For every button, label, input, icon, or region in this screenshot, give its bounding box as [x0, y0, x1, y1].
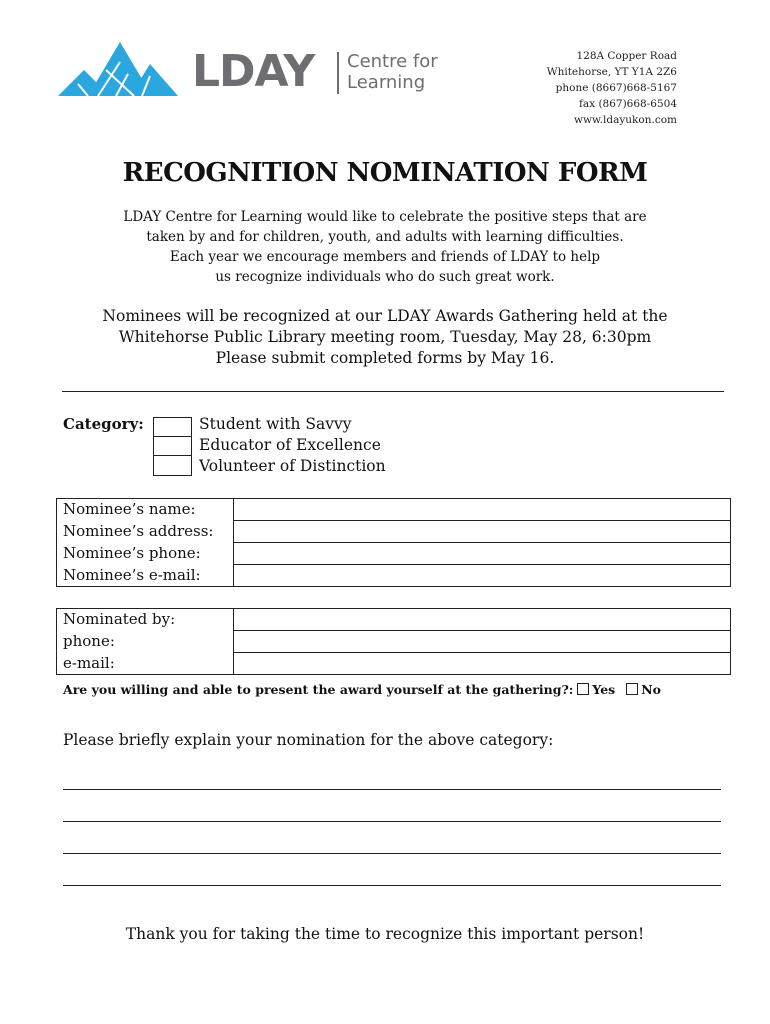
notice-line: Whitehorse Public Library meeting room, Tuesday, May 28, 6:30pm — [118, 328, 652, 346]
logo-divider — [337, 52, 339, 94]
logo-subtitle — [347, 51, 438, 93]
notice-line: Nominees will be recognized at our LDAY Awards Gathering held at the — [102, 307, 668, 325]
nominee-phone-label: Nominee’s phone: — [57, 543, 234, 565]
intro-line: Each year we encourage members and friends of LDAY to help — [169, 249, 601, 265]
present-award-question — [63, 682, 661, 697]
address-city: Whitehorse, YT Y1A 2Z6 — [546, 66, 677, 78]
intro-line: us recognize individuals who do such great work. — [215, 269, 555, 285]
address-website: www.ldayukon.com — [573, 114, 677, 126]
checkbox-educator-of-excellence[interactable] — [153, 436, 192, 457]
nominee-name-label: Nominee’s name: — [57, 499, 234, 521]
nominator-email-field[interactable] — [234, 653, 731, 675]
nominated-by-field[interactable] — [234, 609, 731, 631]
logo-subtitle-line1: Centre for — [347, 51, 438, 72]
explanation-line-3[interactable] — [63, 853, 721, 854]
checkbox-volunteer-of-distinction[interactable] — [153, 455, 192, 476]
nominee-address-field[interactable] — [234, 521, 731, 543]
nominee-email-field[interactable] — [234, 565, 731, 587]
nominated-by-label: Nominated by: — [57, 609, 234, 631]
intro-line: LDAY Centre for Learning would like to celebrate the positive steps that are — [123, 209, 647, 225]
nominator-phone-label: phone: — [57, 631, 234, 653]
nominee-address-label: Nominee’s address: — [57, 521, 234, 543]
nominee-info-table — [56, 498, 731, 587]
explanation-line-4[interactable] — [63, 885, 721, 886]
category-option-student: Student with Savvy — [199, 415, 352, 433]
event-notice — [0, 306, 770, 369]
nominee-phone-field[interactable] — [234, 543, 731, 565]
yes-label: Yes — [592, 682, 616, 697]
no-checkbox[interactable] — [626, 683, 638, 695]
logo-wordmark: LDAY — [192, 46, 315, 97]
nominator-info-table — [56, 608, 731, 675]
explanation-line-1[interactable] — [63, 789, 721, 790]
notice-line: Please submit completed forms by May 16. — [215, 349, 555, 367]
section-divider — [62, 391, 724, 392]
explanation-line-2[interactable] — [63, 821, 721, 822]
category-option-volunteer: Volunteer of Distinction — [199, 457, 386, 475]
category-option-educator: Educator of Excellence — [199, 436, 381, 454]
yes-checkbox[interactable] — [577, 683, 589, 695]
no-label: No — [641, 682, 661, 697]
logo-subtitle-line2: Learning — [347, 72, 426, 93]
lday-logo-mountains — [58, 40, 180, 98]
explanation-prompt: Please briefly explain your nomination for the above category: — [63, 731, 554, 749]
nominator-phone-field[interactable] — [234, 631, 731, 653]
address-street: 128A Copper Road — [576, 50, 677, 62]
intro-paragraph — [0, 207, 770, 287]
address-phone: phone (8667)668-5167 — [555, 82, 677, 94]
address-fax: fax (867)668-6504 — [579, 98, 677, 110]
checkbox-student-with-savvy[interactable] — [153, 417, 192, 438]
nominee-email-label: Nominee’s e-mail: — [57, 565, 234, 587]
category-label: Category: — [63, 415, 144, 433]
form-title: RECOGNITION NOMINATION FORM — [122, 158, 648, 188]
contact-address — [547, 48, 677, 128]
nominator-email-label: e-mail: — [57, 653, 234, 675]
thank-you-message: Thank you for taking the time to recognize this important person! — [125, 925, 645, 943]
present-award-question-text: Are you willing and able to present the award yourself at the gathering?: — [63, 682, 574, 697]
intro-line: taken by and for children, youth, and adults with learning difficulties. — [146, 229, 624, 245]
nominee-name-field[interactable] — [234, 499, 731, 521]
